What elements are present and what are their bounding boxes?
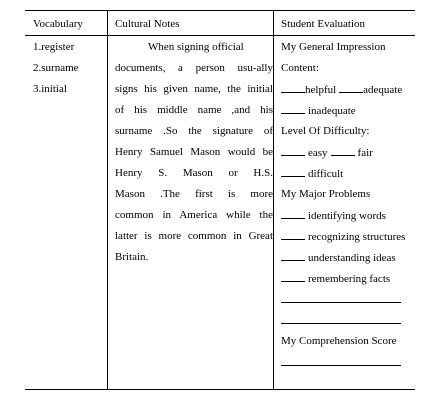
difficulty-label: Level Of Difficulty: [281, 125, 370, 137]
cultural-notes-line: Britain. [115, 251, 149, 263]
other-problem-blank-row [281, 292, 401, 307]
header-bottom-rule [25, 35, 415, 36]
identifying-words-row [281, 208, 386, 223]
cultural-notes-line: When signing official [148, 41, 244, 53]
cultural-notes-line: surname .So the signature of [115, 125, 273, 137]
other-problem-blank-row [281, 313, 401, 328]
inadequate-label: inadequate [308, 105, 356, 117]
cultural-notes-line: Henry Samuel Mason would be [115, 146, 273, 158]
comprehension-score-blank-row [281, 355, 401, 370]
understanding-ideas-row [281, 250, 396, 265]
difficult-blank[interactable] [281, 166, 305, 177]
cultural-notes-line: common in America while the [115, 209, 273, 221]
other-problem-blank[interactable] [281, 313, 401, 324]
cultural-notes-line: of his middle name ,and his [115, 104, 273, 116]
easy-label: easy [308, 147, 328, 159]
difficult-label: difficult [308, 168, 344, 180]
column-divider-2 [273, 10, 274, 390]
recognizing-structures-row [281, 229, 405, 244]
helpful-label: helpful [305, 84, 337, 96]
difficulty-options-row [281, 145, 373, 160]
content-label: Content: [281, 62, 319, 74]
table-bottom-rule [25, 389, 415, 390]
fair-blank[interactable] [331, 145, 355, 156]
vocabulary-item: 3.initial [33, 83, 67, 95]
recognizing-structures-label: recognizing structures [308, 231, 406, 243]
identifying-words-blank[interactable] [281, 208, 305, 219]
comprehension-score-blank[interactable] [281, 355, 401, 366]
student-evaluation-header: Student Evaluation [281, 18, 366, 30]
adequate-blank[interactable] [339, 82, 363, 93]
remembering-facts-blank[interactable] [281, 271, 305, 282]
helpful-blank[interactable] [281, 82, 305, 93]
recognizing-structures-blank[interactable] [281, 229, 305, 240]
inadequate-blank[interactable] [281, 103, 305, 114]
table-top-rule [25, 10, 415, 11]
cultural-notes-line: latter is more common in Great [115, 230, 273, 242]
fair-label: fair [357, 147, 373, 159]
difficult-row [281, 166, 343, 181]
cultural-notes-line: signs his given name, the initial [115, 83, 273, 95]
adequate-label: adequate [363, 84, 403, 96]
understanding-ideas-blank[interactable] [281, 250, 305, 261]
understanding-ideas-label: understanding ideas [308, 252, 396, 264]
inadequate-row [281, 103, 356, 118]
vocabulary-item: 2.surname [33, 62, 79, 74]
cultural-notes-line: Henry S. Mason or H.S. [115, 167, 273, 179]
comprehension-score-heading: My Comprehension Score [281, 335, 397, 347]
column-divider-1 [107, 10, 108, 390]
easy-blank[interactable] [281, 145, 305, 156]
general-impression-heading: My General Impression [281, 41, 386, 53]
content-options-row [281, 82, 402, 97]
cultural-notes-line: documents, a person usu-ally [115, 62, 273, 74]
cultural-notes-line: Mason .The first is more [115, 188, 273, 200]
major-problems-heading: My Major Problems [281, 188, 371, 200]
vocabulary-item: 1.register [33, 41, 75, 53]
identifying-words-label: identifying words [308, 210, 386, 222]
vocabulary-header: Vocabulary [33, 18, 83, 30]
remembering-facts-label: remembering facts [308, 273, 391, 285]
other-problem-blank[interactable] [281, 292, 401, 303]
remembering-facts-row [281, 271, 390, 286]
cultural-notes-header: Cultural Notes [115, 18, 180, 30]
